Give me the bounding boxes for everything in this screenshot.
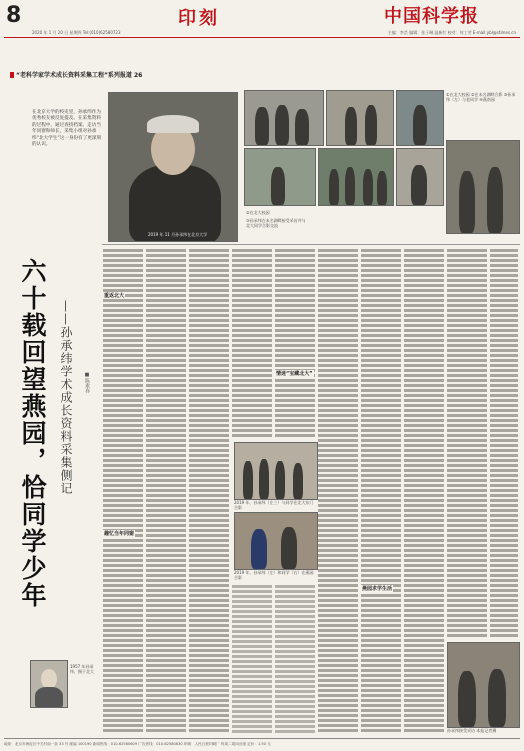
photo-group-2 <box>326 90 394 146</box>
article-author: ■陈素春 <box>84 372 90 393</box>
group-caption-1: 2019 年，孙承纬（左三）与同学在北大东门合影 <box>234 500 314 510</box>
subhead-3: 情迷“宝藏北大” <box>276 371 313 377</box>
text-column-4b <box>232 584 272 734</box>
subhead-1: 重返北大 <box>104 293 125 299</box>
article-intro: 在北京大学的校史里，孙承纬作为优秀校友被反复提及。在采集资料的过程中，通过查找档案、走访当年同窗和师长，采集小组对孙承纬“北大学生”这一身份有了更深刻的认识。 <box>32 110 102 148</box>
bottom-right-caption: 孙承纬接受采访 本报记者摄 <box>447 728 497 733</box>
header-rule <box>4 37 520 38</box>
photo-middle-right <box>396 148 444 206</box>
masthead <box>0 0 524 34</box>
subhead-2: 趣忆当年同窗 <box>104 531 135 537</box>
section-title: 印刻 <box>178 8 220 29</box>
article-subtitle: ——孙承纬学术成长资料采集侧记 <box>59 300 73 495</box>
young-photo <box>30 660 68 708</box>
editors-line: 主编：李芸 编辑：张子琳 温新红 校对：何工劳 E-mail:ybl@stimes.cn <box>387 30 516 35</box>
subhead-4: 燕园求学生活 <box>362 586 393 592</box>
group-photo-1 <box>234 442 318 500</box>
article-title: 六十载回望燕园，恰同学少年 <box>18 258 47 609</box>
footer-rule <box>4 738 520 739</box>
portrait-photo <box>108 92 238 242</box>
text-column-10 <box>490 248 518 638</box>
young-caption: 1957 年孙承纬，摄于北大 <box>70 664 94 674</box>
series-title: “老科学家学术成长资料采集工程”系列报道 26 <box>10 70 142 79</box>
text-column-1 <box>103 248 143 734</box>
group-photo-2 <box>234 512 318 570</box>
caption-middle-2: ③孙承纬在未名湖畔接受采访并与北大同学合影交流 <box>246 218 306 228</box>
text-column-6 <box>318 248 358 734</box>
dateline: 2020 年 1 月 20 日 星期四 Tel:(010)62580723 <box>32 30 121 35</box>
section-rule <box>102 244 520 245</box>
group-caption-2: 2019 年，孙承纬（左）和同学（右）在燕园合影 <box>234 570 314 580</box>
portrait-caption: 2019 年 11 月孙承纬在北京大学 <box>148 232 208 237</box>
text-column-4 <box>232 248 272 438</box>
paper-logo: 中国科学报 <box>384 6 479 27</box>
text-column-3 <box>189 248 229 734</box>
series-marker-icon <box>10 72 14 78</box>
photo-group-3 <box>396 90 444 146</box>
caption-middle: ②在北大校园 <box>246 210 270 215</box>
text-column-5b <box>275 584 315 734</box>
caption-right-top: ①在北大校园 ②在未名湖畔合影 ③孙承纬（左）与老同学 ④燕南园 <box>446 92 516 102</box>
text-column-2 <box>146 248 186 734</box>
bottom-right-photo <box>447 642 520 728</box>
text-column-7 <box>361 248 401 734</box>
photo-middle-center <box>318 148 394 206</box>
photo-middle-left <box>244 148 316 206</box>
page-number: 8 <box>6 3 22 28</box>
text-column-5 <box>275 248 315 438</box>
footer: 地址：北京市海淀区中关村南一条 33 号 邮编 100190 新闻热线：010-62580609 广告热线：010-62580630 印刷：人民日报印刷厂 每周二周四出版 定价：1.50 元 <box>4 742 271 746</box>
text-column-8 <box>404 248 444 734</box>
text-column-9 <box>447 248 487 638</box>
photo-group-1 <box>244 90 324 146</box>
photo-right-column <box>446 140 520 234</box>
